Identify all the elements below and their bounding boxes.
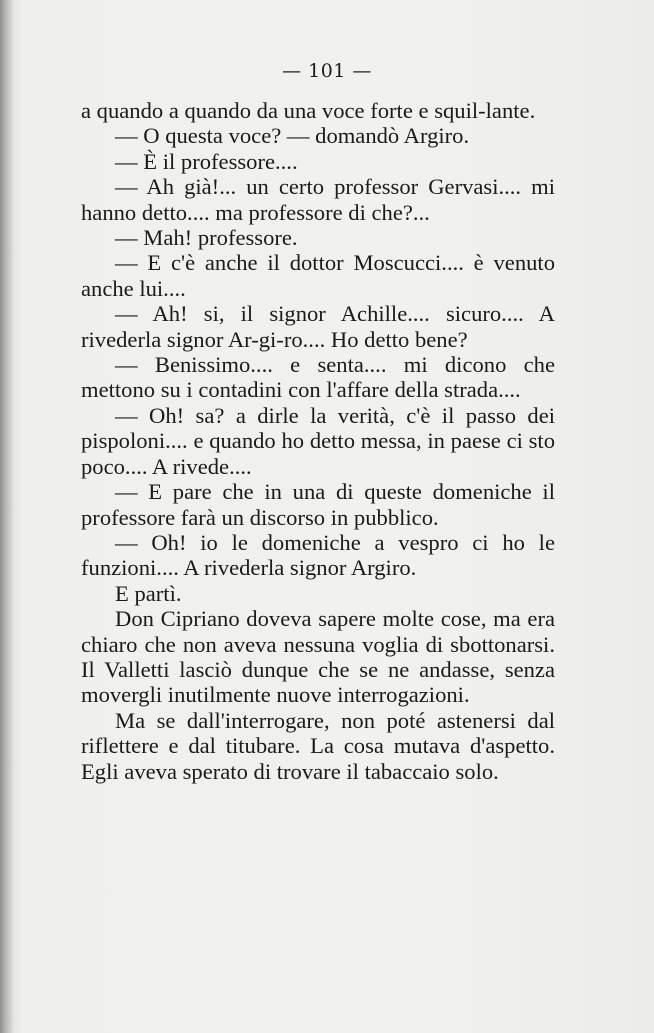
page-number: — 101 — bbox=[282, 60, 372, 82]
paragraph: — E c'è anche il dottor Moscucci.... è venuto anche lui.... bbox=[81, 250, 555, 301]
paragraph: — Ah! si, il signor Achille.... sicuro.... A rivederla signor Ar-gi-ro.... Ho detto bene? bbox=[81, 301, 555, 352]
paragraph: a quando a quando da una voce forte e squil-lante. bbox=[81, 98, 536, 123]
paragraph: — Oh! sa? a dirle la verità, c'è il passo dei pispoloni.... e quando ho detto messa, in paese ci sto poco.... A rivede.... bbox=[81, 402, 555, 479]
page-binding-shadow bbox=[0, 0, 14, 1033]
paragraph: Ma se dall'interrogare, non poté astenersi dal riflettere e dal titubare. La cosa mutava d'aspetto. Egli aveva sperato di trovare il tabaccaio solo. bbox=[81, 707, 555, 784]
paragraph: — Benissimo.... e senta.... mi dicono che mettono su i contadini con l'affare della strada.... bbox=[81, 352, 555, 403]
page-body bbox=[81, 98, 555, 784]
paragraph: — O questa voce? — domandò Argiro. bbox=[115, 123, 470, 149]
paragraph: — Mah! professore. bbox=[115, 225, 298, 251]
paragraph: E partì. bbox=[115, 580, 182, 606]
paragraph: — E pare che in una di queste domeniche il professore farà un discorso in pubblico. bbox=[81, 479, 555, 530]
paragraph: — È il professore.... bbox=[115, 148, 298, 174]
paragraph: — Ah già!... un certo professor Gervasi.... mi hanno detto.... ma professore di che?... bbox=[81, 174, 555, 225]
paragraph: — Oh! io le domeniche a vespro ci ho le funzioni.... A rivederla signor Argiro. bbox=[81, 529, 555, 581]
paragraph: Don Cipriano doveva sapere molte cose, ma era chiaro che non aveva nessuna voglia di sbottonarsi. Il Valletti lasciò dunque che se ne andasse, senza movergli inutilmente nuove interrogazioni. bbox=[81, 606, 555, 708]
